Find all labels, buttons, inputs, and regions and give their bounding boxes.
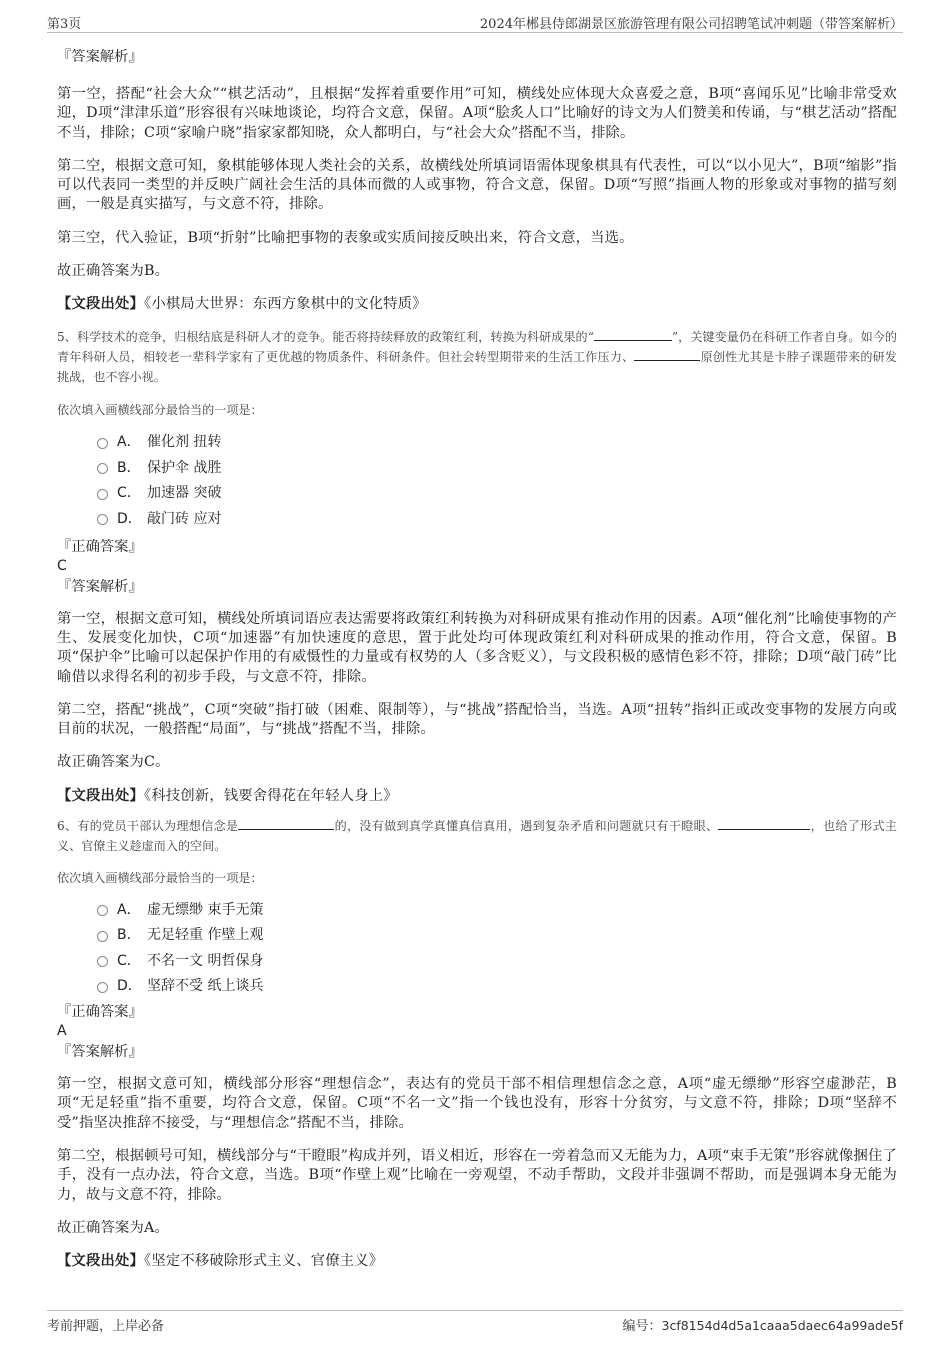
option-d[interactable] [97, 973, 897, 999]
radio-button[interactable] [97, 463, 108, 474]
analysis-label: 『答案解析』 [57, 1044, 143, 1061]
document-title: 2024年郴县侍郎湖景区旅游管理有限公司招聘笔试冲刺题（带答案解析） [479, 17, 903, 32]
radio-button[interactable] [97, 489, 108, 500]
question-prompt: 依次填入画横线部分最恰当的一项是： [57, 871, 263, 886]
option-letter: D． [117, 510, 142, 527]
option-list [97, 896, 897, 998]
option-letter: C． [117, 485, 141, 502]
source-label: 【文段出处】 [57, 296, 144, 313]
option-letter: A． [117, 434, 141, 451]
analysis-paragraph: 第一空，根据文意可知，横线处所填词语应表达需要将政策红利转换为对科研成果有推动作用的因素。A项“催化剂”比喻使事物的产生、发展变化加快，C项“加速器”有加快速度的意思，置于此处均可体现政策红利对科研成果的推动作用，符合文意，保留。B项“保护伞”比喻可以起保护作用的有威慑性的力量或有权势的人（多含贬义），与文段积极的感情色彩不符，排除；D项“敲门砖”比喻借以求得名利的初步手段，与文意不符，排除。 [57, 610, 897, 685]
analysis-paragraph: 第三空，代入验证，B项“折射”比喻把事物的表象或实质间接反映出来，符合文意，当选。 [57, 229, 634, 246]
option-a[interactable] [97, 429, 897, 455]
correct-answer-label: 『正确答案』 [57, 538, 143, 555]
option-list [97, 429, 897, 531]
option-c[interactable] [97, 480, 897, 506]
analysis-paragraph: 第一空，根据文意可知，横线部分形容“理想信念”，表达有的党员干部不相信理想信念之意，A项“虚无缥缈”形容空虚渺茫，B项“无足轻重”指不重要，均符合文意，保留。C项“不名一文”指一个钱也没有，形容十分贫穷，与文意不符，排除；D项“坚辞不受”指坚决推辞不接受，与“理想信念”搭配不当，排除。 [57, 1076, 897, 1131]
option-b[interactable] [97, 454, 897, 480]
option-text: 保护伞 战胜 [147, 459, 222, 476]
radio-button[interactable] [97, 931, 108, 942]
radio-button[interactable] [97, 956, 108, 967]
option-text: 加速器 突破 [147, 485, 222, 502]
page-number: 第3页 [47, 17, 82, 32]
document-code: 编号：3cf8154d4d5a1caaa5daec64a99ade5f [622, 1318, 903, 1334]
fill-blank [634, 347, 700, 361]
question-prompt: 依次填入画横线部分最恰当的一项是： [57, 402, 263, 417]
option-text: 坚辞不受 纸上谈兵 [147, 978, 264, 995]
footer-note: 考前押题，上岸必备 [47, 1319, 165, 1334]
option-c[interactable] [97, 947, 897, 973]
radio-button[interactable] [97, 905, 108, 916]
option-a[interactable] [97, 896, 897, 922]
option-letter: B． [117, 927, 141, 944]
option-letter: A． [117, 901, 141, 918]
page-footer [47, 1310, 903, 1336]
analysis-paragraph: 第二空，根据文意可知，象棋能够体现人类社会的关系，故横线处所填词语需体现象棋具有代表性，可以“以小见大”，B项“缩影”指可以代表同一类型的并反映广阔社会生活的具体而微的人或事物，符合文意，保留。D项“写照”指画人物的形象或对事物的描写刻画，一般是真实描写，与文意不符，排除。 [57, 157, 897, 213]
answer-conclusion: 故正确答案为C。 [57, 754, 170, 771]
option-letter: B． [117, 459, 141, 476]
source-title: 《科技创新，钱要舍得花在年轻人身上》 [143, 787, 398, 804]
correct-answer-label: 『正确答案』 [57, 1004, 143, 1021]
option-text: 催化剂 扭转 [147, 434, 222, 451]
option-text: 虚无缥缈 束手无策 [147, 901, 264, 918]
source-line [57, 295, 897, 314]
page-header [47, 10, 903, 33]
document-body [57, 40, 897, 1271]
source-title: 《小棋局大世界：东西方象棋中的文化特质》 [143, 296, 427, 313]
analysis-label: 『答案解析』 [57, 49, 143, 65]
option-d[interactable] [97, 505, 897, 531]
source-line [57, 1252, 897, 1271]
option-text: 不名一文 明哲保身 [147, 952, 264, 969]
answer-conclusion: 故正确答案为A。 [57, 1219, 170, 1236]
answer-conclusion: 故正确答案为B。 [57, 263, 170, 280]
radio-button[interactable] [97, 438, 108, 449]
option-b[interactable] [97, 922, 897, 948]
analysis-paragraph: 第二空，搭配“挑战”，C项“突破”指打破（困难、限制等），与“挑战”搭配恰当，当选。A项“扭转”指纠正或改变事物的发展方向或目前的状况，一般搭配“局面”，与“挑战”搭配不当，排除。 [57, 701, 897, 738]
radio-button[interactable] [97, 514, 108, 525]
source-label: 【文段出处】 [57, 787, 144, 804]
correct-answer: C [57, 557, 67, 574]
source-line [57, 787, 897, 806]
option-text: 敲门砖 应对 [147, 510, 222, 527]
radio-button[interactable] [97, 982, 108, 993]
option-letter: D． [117, 978, 142, 995]
fill-blank [238, 816, 334, 830]
option-text: 无足轻重 作壁上观 [147, 927, 264, 944]
analysis-paragraph: 第一空，搭配“社会大众”“棋艺活动”，且根据“发挥着重要作用”可知，横线处应体现大众喜爱之意，B项“喜闻乐见”比喻非常受欢迎，D项“津津乐道”形容很有兴味地谈论，均符合文意，保留。A项“脍炙人口”比喻好的诗文为人们赞美和传诵，与“棋艺活动”搭配不当，排除；C项“家喻户晓”指家家都知晓，众人都明白，与“社会大众”搭配不当，排除。 [57, 86, 897, 141]
analysis-label: 『答案解析』 [57, 578, 143, 595]
option-letter: C． [117, 952, 141, 969]
fill-blank [718, 816, 810, 830]
question-6-text: 6、有的党员干部认为理想信念是 的，没有做到真学真懂真信真用，遇到复杂矛盾和问题就只有干瞪眼、 ，也给了形式主义、官僚主义趁虚而入的空间。 [57, 816, 897, 856]
source-label: 【文段出处】 [57, 1253, 144, 1270]
question-5-text: 5、科学技术的竞争，归根结底是科研人才的竞争。能否将持续释放的政策红利，转换为科研成果的“ ”，关键变量仍在科研工作者自身。如今的青年科研人员，相较老一辈科学家有了更优越的物质条件、科研条件。但社会转型期带来的生活工作压力、 原创性尤其是卡脖子课题带来的研发挑战，也不容小视。 [57, 327, 897, 387]
source-title: 《坚定不移破除形式主义、官僚主义》 [143, 1253, 384, 1270]
correct-answer: A [57, 1023, 67, 1040]
analysis-paragraph: 第二空，根据顿号可知，横线部分与“干瞪眼”构成并列，语义相近，形容在一旁着急而又无能为力，A项“束手无策”形容就像捆住了手，没有一点办法，符合文意，当选。B项“作壁上观”比喻在一旁观望，不动手帮助，文段并非强调不帮助，而是强调本身无能为力，故与文意不符，排除。 [57, 1147, 897, 1203]
fill-blank [594, 327, 672, 341]
